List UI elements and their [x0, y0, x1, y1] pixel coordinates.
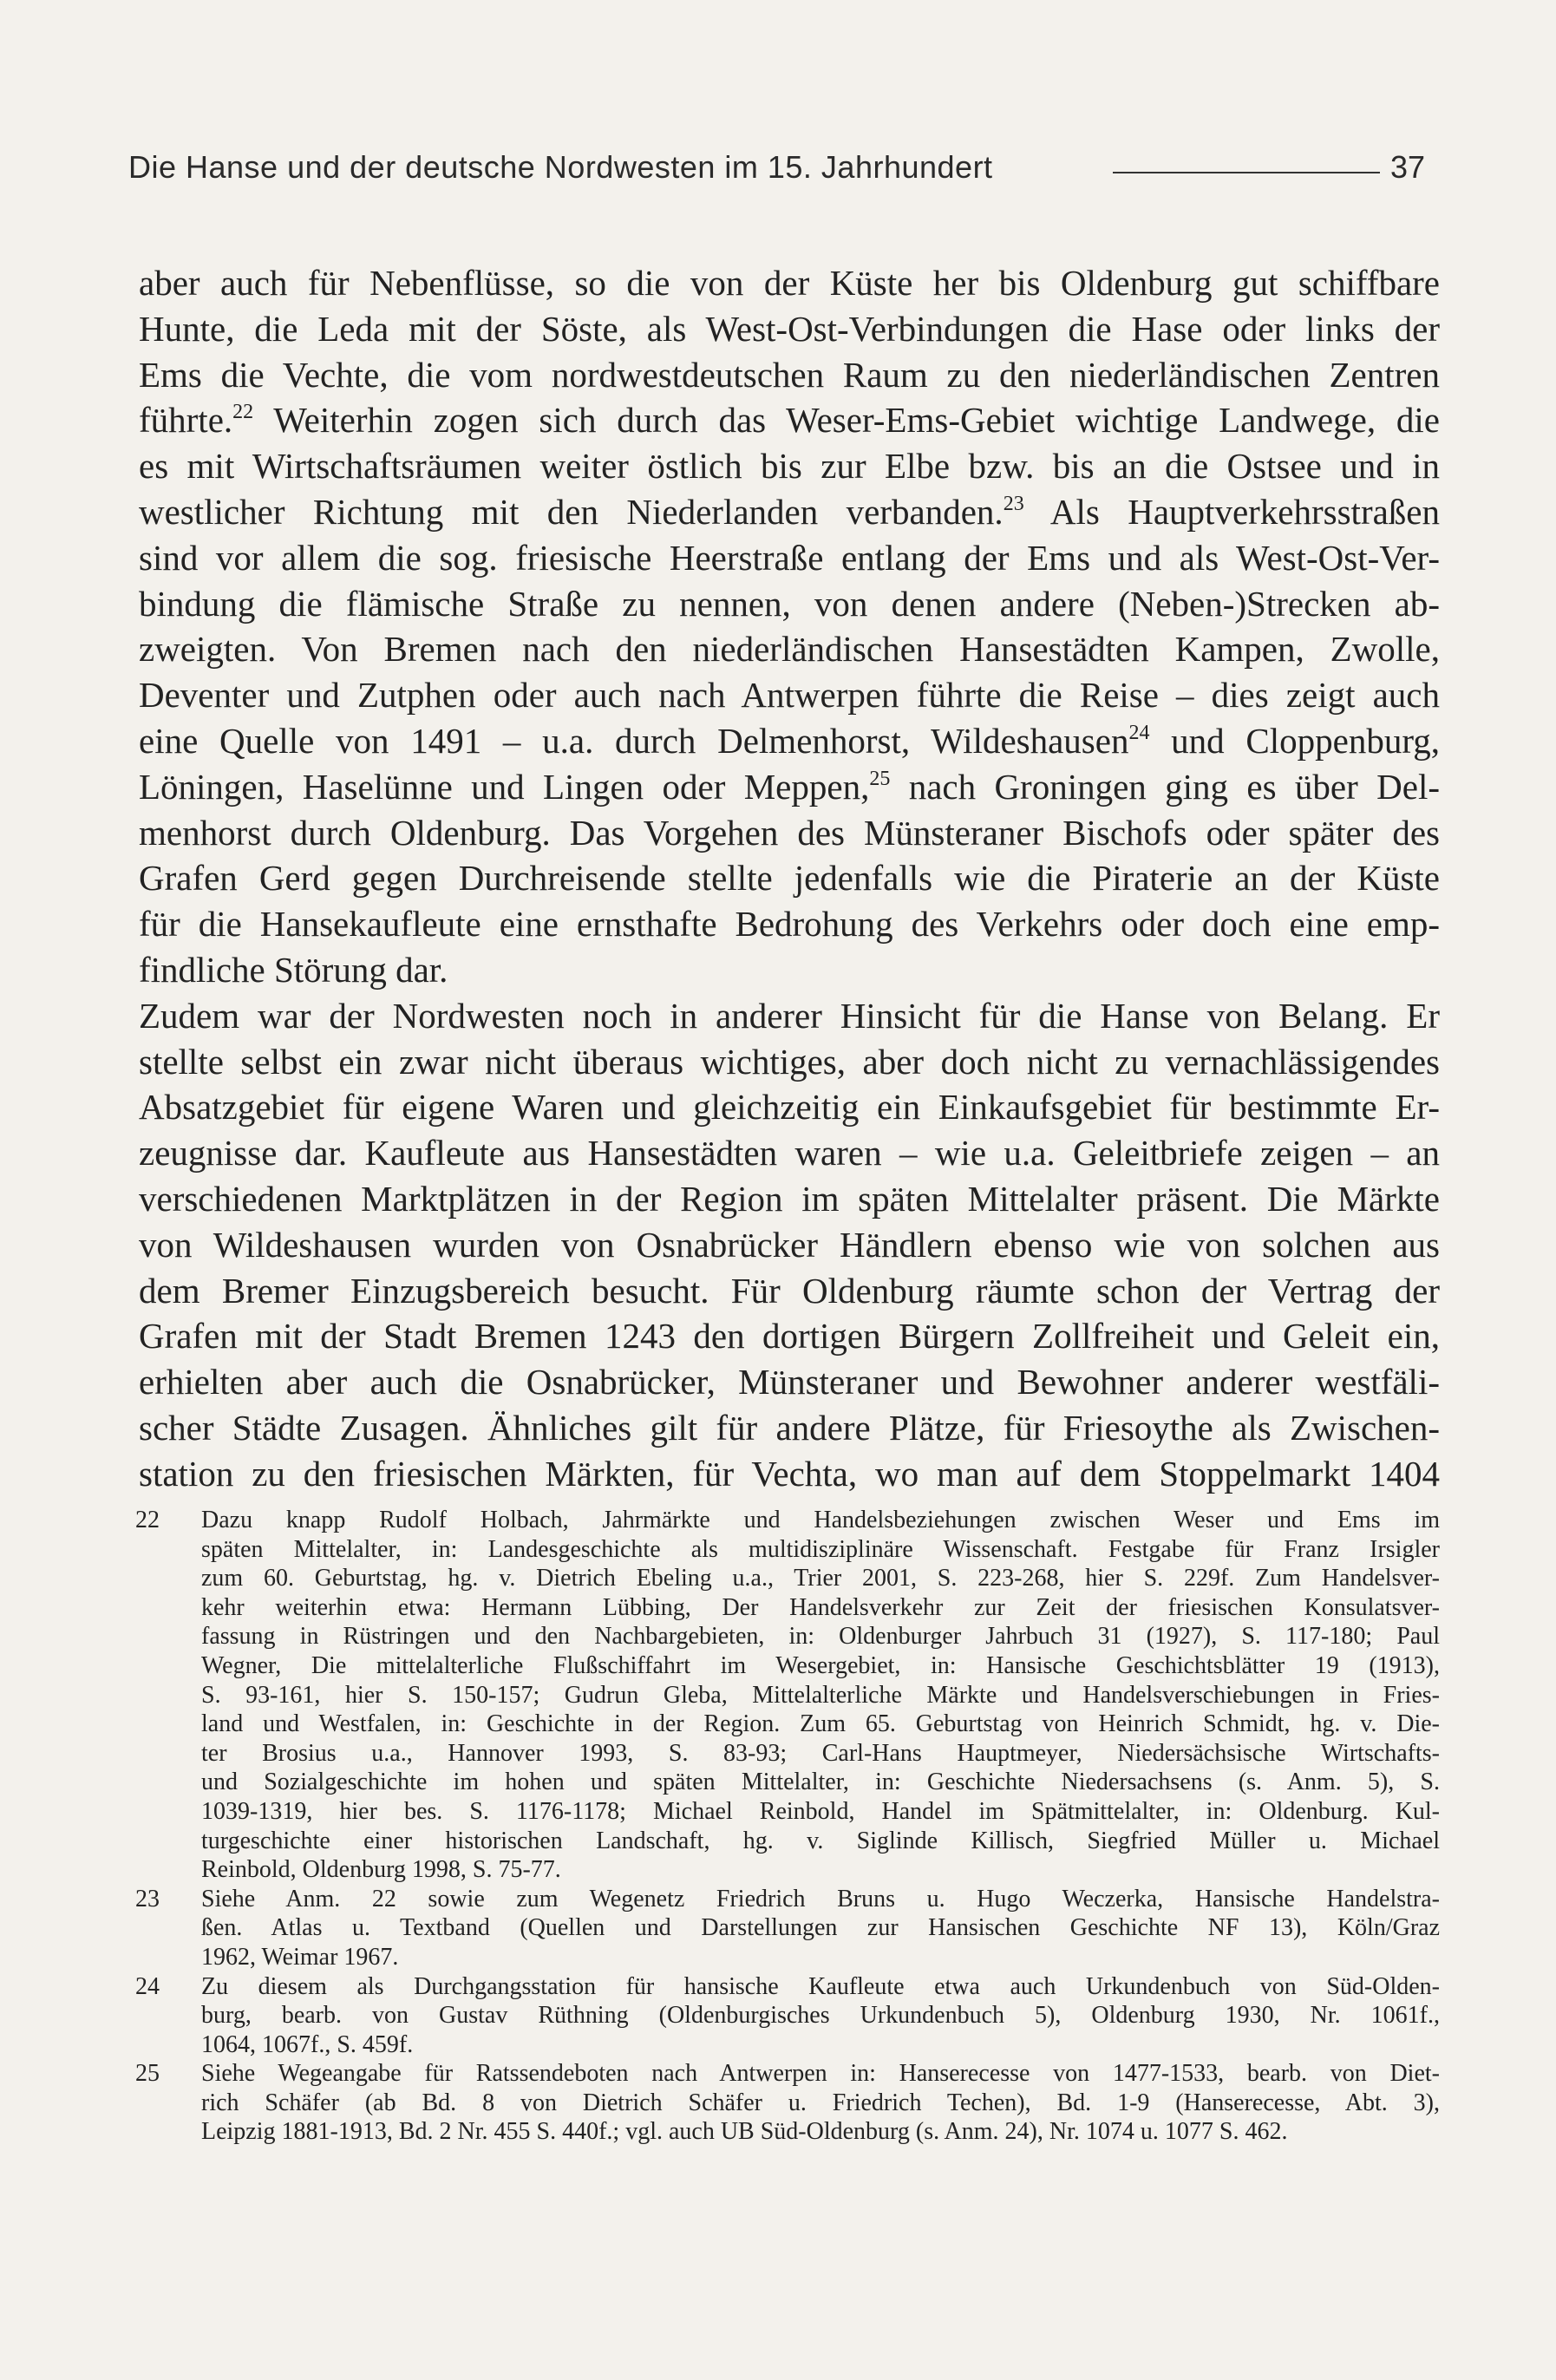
footnote-line: Leipzig 1881-1913, Bd. 2 Nr. 455 S. 440f.; vgl. auch UB Süd-Oldenburg (s. Anm. 24), Nr. 1074 u. 1077 S. 462. [201, 2118, 1288, 2146]
text-line: zweigten. Von Bremen nach den niederländischen Hansestädten Kampen, Zwolle, [139, 629, 1440, 670]
text-line: station zu den friesischen Märkten, für Vechta, wo man auf dem Stoppelmarkt 1404 [139, 1453, 1440, 1494]
text-line: erhielten aber auch die Osnabrücker, Münsteraner und Bewohner anderer westfäli- [139, 1362, 1440, 1402]
footnote-number: 22 [135, 1507, 160, 1533]
footnote-ref: 22 [232, 401, 254, 424]
line-text: und Cloppenburg, [1149, 720, 1440, 761]
footnote [135, 1885, 1440, 1972]
footnote-line: 1962, Weimar 1967. [201, 1943, 399, 1971]
line-text: Als Hauptverkehrsstraßen [1023, 491, 1440, 532]
text-line [139, 489, 1440, 535]
footnotes [135, 1506, 1440, 2147]
text-line: Hunte, die Leda mit der Söste, als West-Ost-Verbindungen die Hase oder links der [139, 308, 1440, 349]
text-line: menhorst durch Oldenburg. Das Vorgehen des Münsteraner Bischofs oder später des [139, 812, 1440, 853]
footnote-line: Siehe Anm. 22 sowie zum Wegenetz Friedrich Bruns u. Hugo Weczerka, Hansische Handelstra- [201, 1885, 1440, 1912]
footnote-line: Wegner, Die mittelalterliche Flußschiffahrt im Wesergebiet, in: Hansische Geschichtsblätter 19 (1913), [201, 1651, 1440, 1679]
line-text: eine Quelle von 1491 – u.a. durch Delmenhorst, Wildeshausen [139, 720, 1129, 761]
footnote-line: Zu diesem als Durchgangsstation für hansische Kaufleute etwa auch Urkundenbuch von Süd-Olden- [201, 1972, 1440, 2000]
text-line: zeugnisse dar. Kaufleute aus Hansestädten waren – wie u.a. Geleitbriefe zeigen – an [139, 1133, 1440, 1174]
text-line: Deventer und Zutphen oder auch nach Antwerpen führte die Reise – dies zeigt auch [139, 675, 1440, 716]
text-line: für die Hansekaufleute eine ernsthafte Bedrohung des Verkehrs oder doch eine emp- [139, 904, 1440, 945]
line-text: Löningen, Haselünne und Lingen oder Meppen, [139, 766, 870, 807]
footnote-line: Siehe Wegeangabe für Ratssendeboten nach Antwerpen in: Hanserecesse von 1477-1533, bearb. von Diet- [201, 2060, 1440, 2088]
footnote-line: kehr weiterhin etwa: Hermann Lübbing, Der Handelsverkehr zur Zeit der friesischen Konsulatsver- [201, 1593, 1440, 1621]
text-line: Grafen mit der Stadt Bremen 1243 den dortigen Bürgern Zollfreiheit und Geleit ein, [139, 1316, 1440, 1357]
footnote-line: ßen. Atlas u. Textband (Quellen und Darstellungen zur Hansischen Geschichte NF 13), Köln/Graz [201, 1914, 1440, 1942]
footnote-number: 24 [135, 1972, 160, 2000]
footnote-line: Reinbold, Oldenburg 1998, S. 75-77. [201, 1856, 561, 1884]
footnote-number: 25 [135, 2060, 160, 2088]
text-line: findliche Störung dar. [139, 949, 448, 990]
main-text [139, 260, 1440, 1497]
footnote-ref: 25 [869, 767, 891, 790]
line-text: westlicher Richtung mit den Niederlanden verbanden. [139, 491, 1004, 532]
footnote-line: Dazu knapp Rudolf Holbach, Jahrmärkte und Handelsbeziehungen zwischen Weser und Ems im [201, 1507, 1440, 1533]
text-line: verschiedenen Marktplätzen in der Region im späten Mittelalter präsent. Die Märkte [139, 1178, 1440, 1219]
footnote-ref: 23 [1003, 492, 1024, 515]
footnote [135, 2059, 1440, 2147]
footnote [135, 1972, 1440, 2060]
text-line: dem Bremer Einzugsbereich besucht. Für Oldenburg räumte schon der Vertrag der [139, 1270, 1440, 1311]
footnote-line: ter Brosius u.a., Hannover 1993, S. 83-93; Carl-Hans Hauptmeyer, Niedersächsische Wirtschafts- [201, 1739, 1440, 1767]
footnote-line: turgeschichte einer historischen Landschaft, hg. v. Siglinde Killisch, Siegfried Müller u. Michael [201, 1827, 1440, 1854]
page-number: 37 [1389, 149, 1425, 185]
line-text: nach Groningen ging es über Del- [890, 766, 1440, 807]
text-line [139, 764, 1440, 810]
text-line: Ems die Vechte, die vom nordwestdeutschen Raum zu den niederländischen Zentren [139, 354, 1440, 395]
text-line: sind vor allem die sog. friesische Heerstraße entlang der Ems und als West-Ost-Ver- [139, 537, 1440, 578]
text-line: von Wildeshausen wurden von Osnabrücker Händlern ebenso wie von solchen aus [139, 1224, 1440, 1265]
footnote-line: land und Westfalen, in: Geschichte in der Region. Zum 65. Geburtstag von Heinrich Schmidt, hg. v. Die- [201, 1710, 1440, 1738]
footnote-line: 1039-1319, hier bes. S. 1176-1178; Michael Reinbold, Handel im Spätmittelalter, in: Oldenburg. Kul- [201, 1797, 1440, 1825]
footnote-line: burg, bearb. von Gustav Rüthning (Oldenburgisches Urkundenbuch 5), Oldenburg 1930, Nr. 1061f., [201, 2002, 1440, 2030]
text-line: aber auch für Nebenflüsse, so die von der Küste her bis Oldenburg gut schiffbare [139, 263, 1440, 303]
footnote-line: rich Schäfer (ab Bd. 8 von Dietrich Schäfer u. Friedrich Techen), Bd. 1-9 (Hanserecesse, Abt. 3), [201, 2089, 1440, 2116]
running-title: Die Hanse und der deutsche Nordwesten im 15. Jahrhundert [128, 149, 993, 185]
footnote-number: 23 [135, 1885, 160, 1912]
text-line: Grafen Gerd gegen Durchreisende stellte jedenfalls wie die Piraterie an der Küste [139, 858, 1440, 899]
footnote-line: zum 60. Geburtstag, hg. v. Dietrich Ebeling u.a., Trier 2001, S. 223-268, hier S. 229f. Zum Handelsver- [201, 1565, 1440, 1592]
footnote-line: 1064, 1067f., S. 459f. [201, 2030, 414, 2058]
text-line: Absatzgebiet für eigene Waren und gleichzeitig ein Einkaufsgebiet für bestimmte Er- [139, 1087, 1440, 1128]
text-line [139, 397, 1440, 443]
running-header [128, 149, 1425, 193]
text-line [139, 718, 1440, 764]
line-text: führte. [139, 400, 233, 441]
text-line: scher Städte Zusagen. Ähnliches gilt für andere Plätze, für Friesoythe als Zwischen- [139, 1407, 1440, 1448]
footnote-line: und Sozialgeschichte im hohen und späten Mittelalter, in: Geschichte Niedersachsens (s. Anm. 5), S. [201, 1769, 1440, 1796]
text-line: bindung die flämische Straße zu nennen, von denen andere (Neben-)Strecken ab- [139, 583, 1440, 624]
header-rule [1113, 172, 1380, 173]
footnote-line: fassung in Rüstringen und den Nachbargebieten, in: Oldenburger Jahrbuch 31 (1927), S. 117-180; Paul [201, 1623, 1440, 1651]
footnote-line: späten Mittelalter, in: Landesgeschichte als multidisziplinäre Wissenschaft. Festgabe für Franz Irsigler [201, 1535, 1440, 1563]
text-line: es mit Wirtschaftsräumen weiter östlich bis zur Elbe bzw. bis an die Ostsee und in [139, 446, 1440, 487]
footnote [135, 1506, 1440, 1885]
footnote-line: S. 93-161, hier S. 150-157; Gudrun Gleba, Mittelalterliche Märkte und Handelsverschiebungen in Fries- [201, 1681, 1440, 1709]
footnote-ref: 24 [1128, 721, 1150, 744]
text-line: stellte selbst ein zwar nicht überaus wichtiges, aber doch nicht zu vernachlässigendes [139, 1041, 1440, 1082]
text-line: Zudem war der Nordwesten noch in anderer Hinsicht für die Hanse von Belang. Er [139, 995, 1440, 1036]
line-text: Weiterhin zogen sich durch das Weser-Ems-Gebiet wichtige Landwege, die [253, 400, 1440, 441]
